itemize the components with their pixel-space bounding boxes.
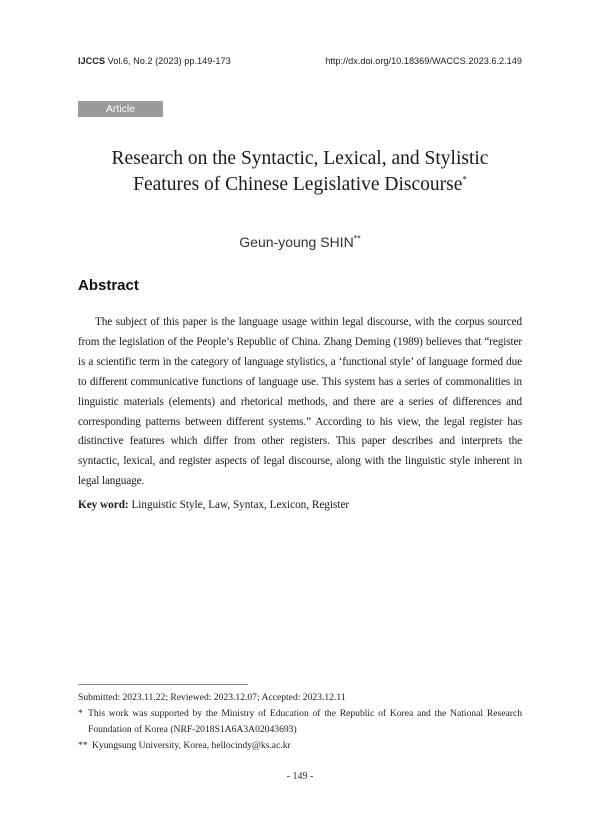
footnote-2 xyxy=(78,738,522,754)
footnote-1-text: This work was supported by the Ministry of Education of the Republic of Korea and the National Research Foundation of Korea (NRF-2018S1A6A3A02043693) xyxy=(88,708,522,735)
abstract-heading: Abstract xyxy=(78,277,139,294)
footnote-1-mark: * xyxy=(78,708,83,719)
author-name xyxy=(60,234,540,250)
title-footnote-mark[interactable]: * xyxy=(462,174,467,185)
keywords xyxy=(78,499,522,511)
footnote-2-text: Kyungsung University, Korea, hellocindy@ks.ac.kr xyxy=(92,740,291,751)
keywords-label: Key word: xyxy=(78,499,129,511)
running-header xyxy=(78,56,522,66)
submission-dates: Submitted: 2023.11.22; Reviewed: 2023.12.07; Accepted: 2023.12.11 xyxy=(78,692,346,703)
title-line-2-text: Features of Chinese Legislative Discourse xyxy=(133,174,463,195)
footnote-1 xyxy=(78,706,522,738)
journal-citation xyxy=(78,56,231,66)
journal-info: Vol.6, No.2 (2023) pp.149-173 xyxy=(107,56,231,66)
title-line-1: Research on the Syntactic, Lexical, and Stylistic xyxy=(111,148,489,169)
title-line-2 xyxy=(60,172,540,198)
doi-link[interactable]: http://dx.doi.org/10.18369/WACCS.2023.6.2.149 xyxy=(325,56,522,66)
abstract-body: The subject of this paper is the language usage within legal discourse, with the corpus sourced from the legislation of the People’s Republic of China. Zhang Deming (1989) believes that “register is a scientific term in the category of language stylistics, a ‘functional style’ of language formed due to different communicative functions of language use. This system has a series of commonalities in linguistic materials (elements) and rhetorical methods, and there are a series of differences and corresponding patterns between different systems.” According to his view, the legal register has distinctive features which differ from other registers. This paper describes and interprets the syntactic, lexical, and register aspects of legal discourse, along with the linguistic style inherent in legal language. xyxy=(78,316,522,488)
footnotes xyxy=(78,690,522,754)
footnote-divider xyxy=(78,684,248,685)
paper-title xyxy=(60,146,540,198)
author-footnote-mark[interactable]: ** xyxy=(353,233,361,244)
article-type-badge: Article xyxy=(78,101,163,117)
footnote-2-mark: ** xyxy=(78,740,88,751)
page-number: - 149 - xyxy=(286,771,314,782)
author-name-text: Geun-young SHIN xyxy=(239,234,354,250)
keywords-value: Linguistic Style, Law, Syntax, Lexicon, Register xyxy=(131,499,350,511)
journal-name: IJCCS xyxy=(78,56,106,66)
